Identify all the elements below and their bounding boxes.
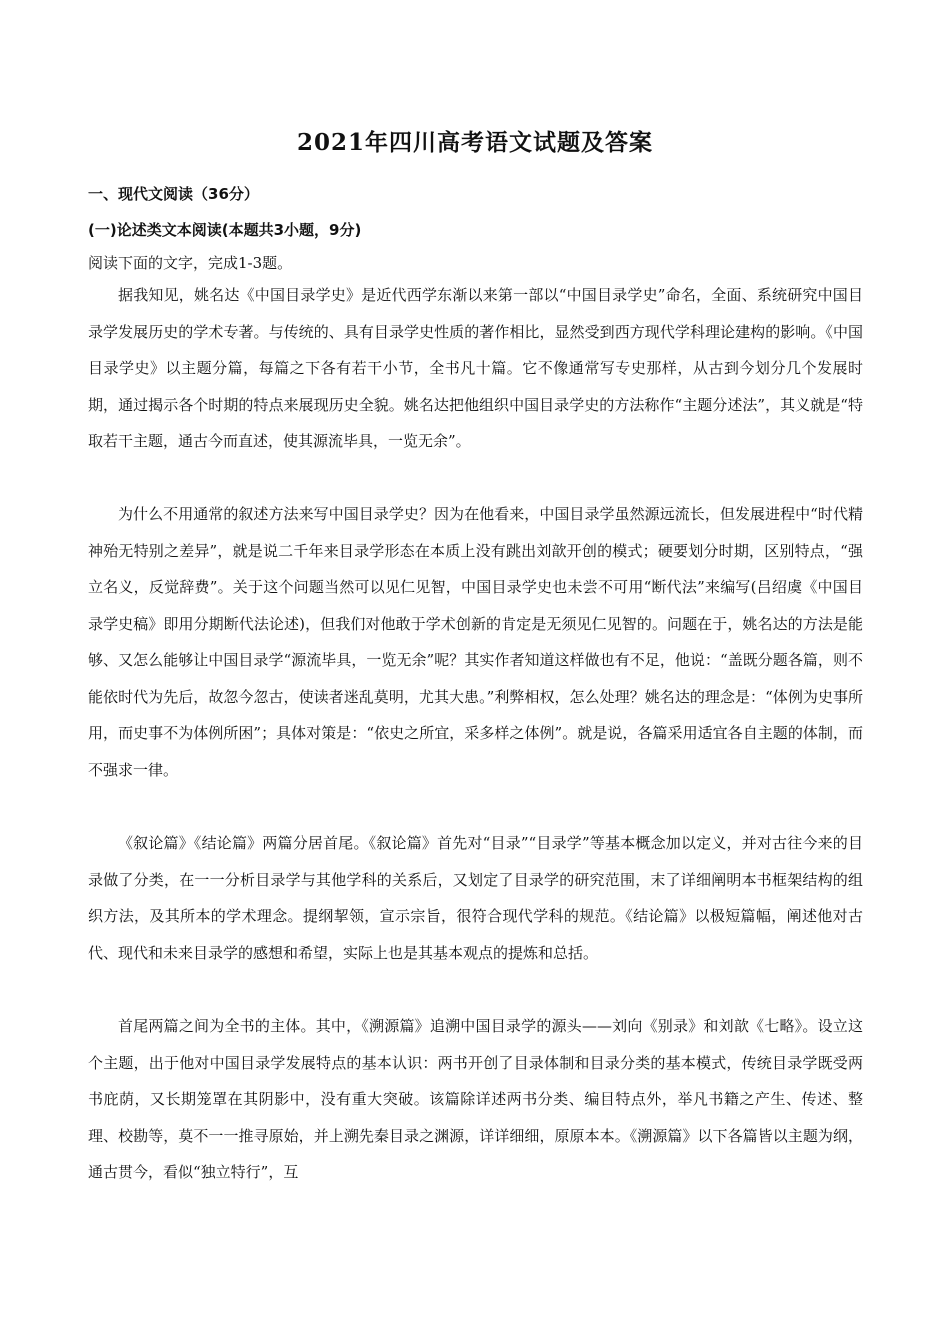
body-paragraph-2: 为什么不用通常的叙述方法来写中国目录学史？因为在他看来，中国目录学虽然源远流长，但发展进程中“时代精神殆无特别之差异”，就是说二千年来目录学形态在本质上没有跳出刘歆开创的模式；硬要划分时期，区别特点，“强立名义，反觉辞费”。关于这个问题当然可以见仁见智，中国目录学史也未尝不可用“断代法”来编写(吕绍虞《中国目录学史稿》即用分期断代法论述)，但我们对他敢于学术创新的肯定是无须见仁见智的。问题在于，姚名达的方法是能够、又怎么能够让中国目录学“源流毕具，一览无余”呢？其实作者知道这样做也有不足，他说：“盖既分题各篇，则不能依时代为先后，故忽今忽古，使读者迷乱莫明，尤其大患。”利弊相权，怎么处理？姚名达的理念是：“体例为史事所用，而史事不为体例所困”；具体对策是：“依史之所宜，采多样之体例”。就是说，各篇采用适宜各自主题的体制，而不强求一律。 (88, 505, 863, 779)
body-paragraph-1: 据我知见，姚名达《中国目录学史》是近代西学东渐以来第一部以“中国目录学史”命名，全面、系统研究中国目录学发展历史的学术专著。与传统的、具有目录学史性质的著作相比，显然受到西方现代学科理论建构的影响。《中国目录学史》以主题分篇，每篇之下各有若干小节，全书凡十篇。它不像通常写专史那样，从古到今划分几个发展时期，通过揭示各个时期的特点来展现历史全貌。姚名达把他组织中国目录学史的方法称作“主题分述法”，其义就是“特取若干主题，通古今而直述，使其源流毕具，一览无余”。 (88, 286, 863, 450)
document-title: 2021年四川高考语文试题及答案 (296, 129, 653, 156)
reading-instruction: 阅读下面的文字，完成1-3题。 (88, 254, 293, 272)
body-paragraph-4: 首尾两篇之间为全书的主体。其中，《溯源篇》追溯中国目录学的源头——刘向《别录》和刘歆《七略》。设立这个主题，出于他对中国目录学发展特点的基本认识：两书开创了目录体制和目录分类的基本模式，传统目录学既受两书庇荫，又长期笼罩在其阴影中，没有重大突破。该篇除详述两书分类、编目特点外，举凡书籍之产生、传述、整理、校勘等，莫不一一推寻原始，并上溯先秦目录之渊源，详详细细，原原本本。《溯源篇》以下各篇皆以主题为纲，通古贯今，看似“独立特行”，互 (88, 1017, 863, 1181)
body-paragraph-3: 《叙论篇》《结论篇》两篇分居首尾。《叙论篇》首先对“目录”“目录学”等基本概念加以定义，并对古往今来的目录做了分类，在一一分析目录学与其他学科的关系后，又划定了目录学的研究范围，末了详细阐明本书框架结构的组织方法，及其所本的学术理念。提纲挈领，宣示宗旨，很符合现代学科的规范。《结论篇》以极短篇幅，阐述他对古代、现代和未来目录学的感想和希望，实际上也是其基本观点的提炼和总括。 (88, 834, 863, 962)
sub-section-heading: (一)论述类文本阅读(本题共3小题，9分) (88, 221, 362, 239)
section-heading: 一、现代文阅读（36分） (88, 185, 259, 203)
